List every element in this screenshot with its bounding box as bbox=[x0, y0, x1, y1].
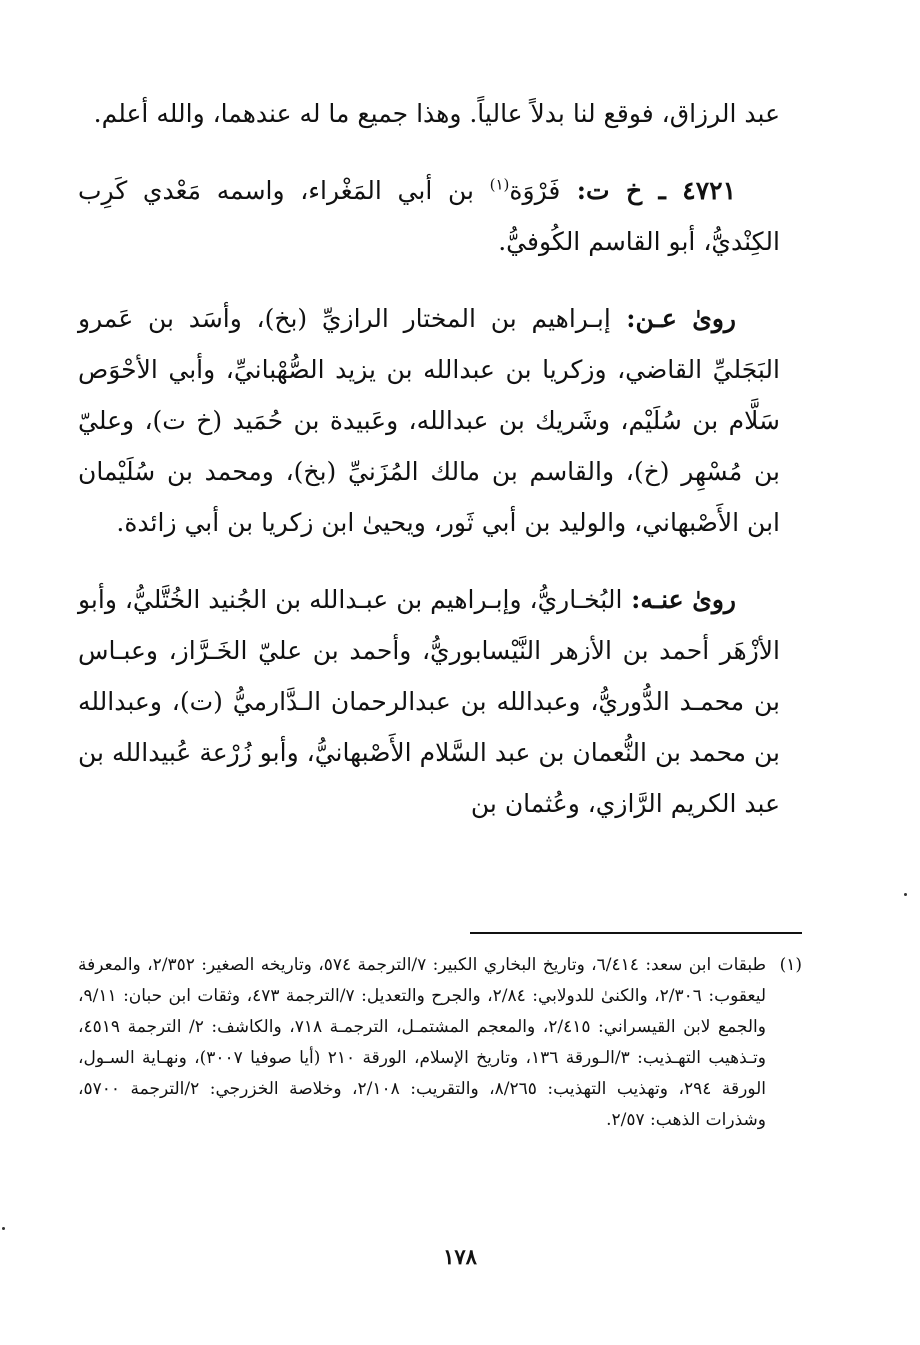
entry-number: ٤٧٢١ ـ خ ت: bbox=[560, 176, 736, 205]
entry-heading-paragraph bbox=[78, 165, 780, 267]
margin-speck bbox=[2, 1227, 5, 1230]
entry-name: فَرْوَة bbox=[509, 176, 561, 205]
narrated-from-paragraph bbox=[78, 293, 780, 548]
footnote-divider bbox=[470, 932, 802, 934]
footnote-text: طبقات ابن سعد: ٦/٤١٤، وتاريخ البخاري الكبير: ٧/الترجمة ٥٧٤، وتاريخه الصغير: ٢/٣٥٢، والمعرفة ليعقوب: ٢/٣٠٦، والكنىٰ للدولابي: ٢/٨٤، والجرح والتعديل: ٧/الترجمة ٤٧٣، وثقات ابن حبان: ٩/١١، والجمع لابن القيسراني: ٢/٤١٥، والمعجم المشتمـل، الترجمـة ٧١٨، والكاشف: ٢/ الترجمة ٤٥١٩، وتـذهيب التهـذيب: ٣/الـورقة ١٣٦، وتاريخ الإسلام، الورقة ٢١٠ (أيا صوفيا ٣٠٠٧)، ونهـاية السـول، الورقة ٢٩٤، وتهذيب التهذيب: ٨/٢٦٥، والتقريب: ٢/١٠٨، وخلاصة الخزرجي: ٢/الترجمة ٥٧٠٠، وشذرات الذهب: ٢/٥٧. bbox=[78, 955, 767, 1130]
paragraph-text: عبد الرزاق، فوقع لنا بدلاً عالياً. وهذا جميع ما له عندهما، والله أعلم. bbox=[93, 99, 780, 128]
footnotes bbox=[78, 950, 802, 1136]
footnote-item bbox=[78, 950, 802, 1136]
paragraph-text: بن أبي المَغْراء، واسمه مَعْدي كَرِب الكِنْديُّ، أبو القاسم الكُوفيُّ. bbox=[78, 176, 780, 256]
section-lead: روىٰ عنـه: bbox=[622, 585, 736, 614]
page-number: ١٧٨ bbox=[443, 1244, 477, 1269]
paragraph-text: إبـراهيم بن المختار الرازيِّ (بخ)، وأسَد بن عَمرو البَجَليِّ القاضي، وزكريا بن عبدالله بن يزيد الصُّهْبانيِّ، وأبي الأحْوَص سَلَّام بن سُلَيْم، وشَريك بن عبدالله، وعَبيدة بن حُمَيد (خ ت)، وعليّ بن مُسْهِر (خ)، والقاسم بن مالك المُزَنيِّ (بخ)، ومحمد بن سُلَيْمان ابن الأَصْبهاني، والوليد بن أبي ثَور، ويحيىٰ ابن زكريا بن أبي زائدة. bbox=[78, 304, 780, 537]
margin-speck bbox=[904, 893, 907, 896]
footnote-reference[interactable]: (١) bbox=[489, 175, 510, 194]
footnote-number: (١) bbox=[779, 955, 802, 975]
paragraph-continuation bbox=[78, 88, 780, 139]
section-lead: روىٰ عـن: bbox=[610, 304, 736, 333]
narrated-by-paragraph bbox=[78, 574, 780, 829]
paragraph-text: البُخـاريُّ، وإبـراهيم بن عبـدالله بن الجُنيد الخُتَّليُّ، وأبو الأزْهَر أحمد بن الأزهر النَّيْسابوريُّ، وأحمد بن عليّ الخَـرَّاز، وعبـاس بن محمـد الدُّوريُّ، وعبدالله بن عبدالرحمان الـدَّارميُّ (ت)، وعبدالله بن محمد بن النُّعمان بن عبد السَّلام الأَصْبهانيُّ، وأبو زُرْعة عُبيدالله بن عبد الكريم الرَّازي، وعُثمان بن bbox=[78, 585, 780, 818]
main-text bbox=[78, 88, 780, 829]
